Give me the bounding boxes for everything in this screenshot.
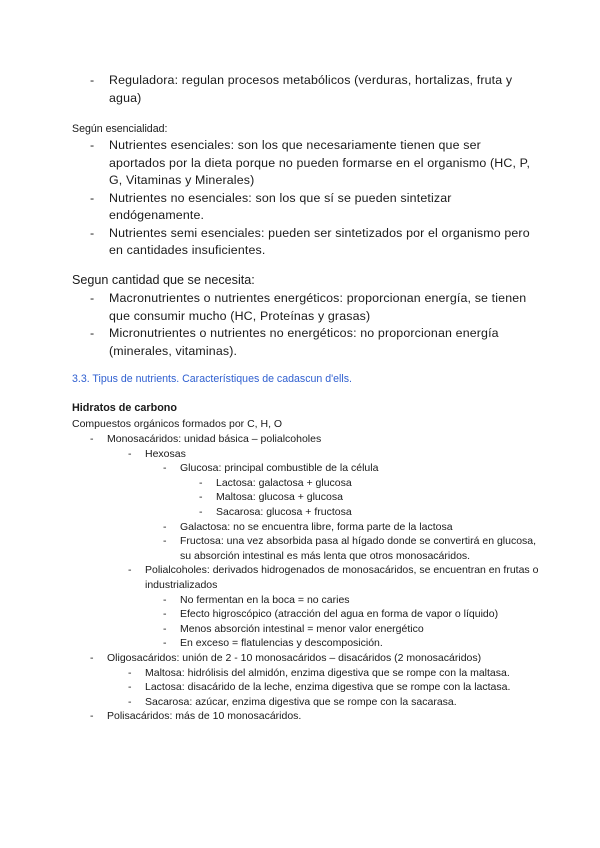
bullet-dash: - <box>90 190 95 205</box>
list-item: - Polisacáridos: más de 10 monosacáridos. <box>90 710 302 723</box>
bullet-dash: - <box>199 476 203 489</box>
bullet-dash: - <box>163 462 167 475</box>
bullet-dash: - <box>90 710 94 723</box>
bullet-dash: - <box>90 225 95 240</box>
bullet-dash: - <box>163 535 167 548</box>
bullet-dash: - <box>128 681 132 694</box>
list-item: - Menos absorción intestinal = menor valor energético <box>163 622 424 635</box>
bullet-dash: - <box>163 608 167 621</box>
bullet-dash: - <box>128 695 132 708</box>
section-heading: 3.3. Tipus de nutrients. Característiques de cadascun d'ells. <box>72 373 352 385</box>
bullet-dash: - <box>90 433 94 445</box>
bullet-dash: - <box>163 593 167 606</box>
bullet-dash: - <box>128 666 132 679</box>
bullet-dash: - <box>90 651 94 664</box>
list-item: - Oligosacáridos: unión de 2 - 10 monosacáridos – disacáridos (2 monosacáridos) <box>90 651 482 664</box>
list-item: - En exceso = flatulencias y descomposición. <box>163 637 383 650</box>
list-item: - Sacarosa: glucosa + fructosa <box>199 505 352 518</box>
esencialidad-list <box>72 137 539 260</box>
list-item: - Nutrientes semi esenciales: pueden ser sintetizados por el organismo pero en cantidades insuficientes. <box>90 225 530 257</box>
list-item: - Galactosa: no se encuentra libre, forma parte de la lactosa <box>163 520 453 533</box>
hc-title: Hidratos de carbono <box>72 402 177 414</box>
bullet-dash: - <box>163 637 167 650</box>
list-item: - Reguladora: regulan procesos metabólicos (verduras, hortalizas, fruta y agua) <box>90 73 513 105</box>
list-item: - Polialcoholes: derivados hidrogenados de monosacáridos, se encuentran en frutas o industrializados <box>128 564 539 591</box>
bullet-dash: - <box>163 520 167 533</box>
list-item: - Monosacáridos: unidad básica – polialcoholes <box>90 433 322 445</box>
list-item: - Maltosa: hidrólisis del almidón, enzima digestiva que se rompe con la maltasa. <box>128 666 510 679</box>
bullet-dash: - <box>90 73 95 87</box>
bullet-dash: - <box>90 326 95 340</box>
list-item: - No fermentan en la boca = no caries <box>163 593 350 606</box>
list-item: - Macronutrientes o nutrientes energéticos: proporcionan energía, se tienen que consumir mucho (HC, Proteínas y grasas) <box>90 291 527 323</box>
list-item: - Lactosa: disacárido de la leche, enzima digestiva que se rompe con la lactasa. <box>128 681 511 694</box>
list-item: - Maltosa: glucosa + glucosa <box>199 491 343 504</box>
list-item: - Nutrientes esenciales: son los que necesariamente tienen que ser aportados por la dieta porque no pueden formarse en el organismo (HC, P, G, Vitaminas y Minerales) <box>90 138 531 187</box>
bullet-dash: - <box>199 491 203 504</box>
cantidad-list <box>72 290 539 360</box>
cantidad-label: Segun cantidad que se necesita: <box>72 273 255 287</box>
hc-subtitle: Compuestos orgánicos formados por C, H, O <box>72 418 283 430</box>
list-item: - Glucosa: principal combustible de la célula <box>163 462 379 475</box>
bullet-dash: - <box>90 138 95 152</box>
list-item: - Lactosa: galactosa + glucosa <box>199 476 352 489</box>
list-item: - Hexosas <box>128 447 186 460</box>
bullet-dash: - <box>128 564 132 577</box>
list-item: - Micronutrientes o nutrientes no energéticos: no proporcionan energía (minerales, vitaminas). <box>90 326 499 358</box>
esencialidad-label: Según esencialidad: <box>72 123 168 135</box>
bullet-dash: - <box>128 447 132 460</box>
list-item: - Efecto higroscópico (atracción del agua en forma de vapor o líquido) <box>163 608 499 621</box>
bullet-dash: - <box>90 291 95 305</box>
list-item: - Nutrientes no esenciales: son los que sí se pueden sintetizar endógenamente. <box>90 190 452 222</box>
list-item: - Sacarosa: azúcar, enzima digestiva que se rompe con la sacarasa. <box>128 695 457 708</box>
hc-list <box>72 432 557 724</box>
list-item: - Fructosa: una vez absorbida pasa al hígado donde se convertirá en glucosa, su absorción intestinal es más lenta que otros monosacáridos. <box>163 535 537 562</box>
bullet-dash: - <box>199 505 203 518</box>
reguladora-list <box>72 72 539 107</box>
bullet-dash: - <box>163 622 167 635</box>
